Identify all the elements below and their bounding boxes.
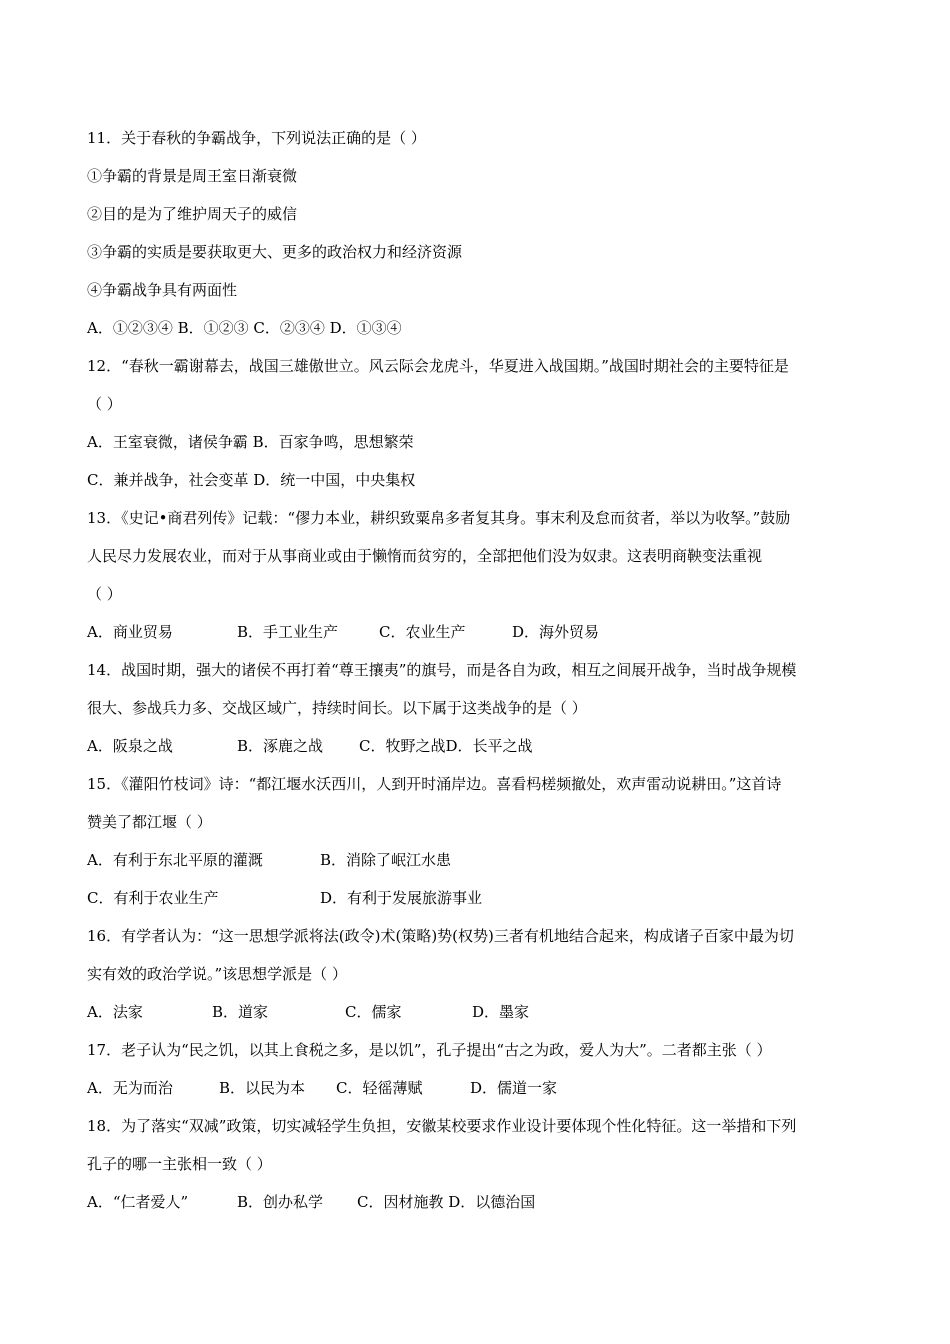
question-16-option-a: A．法家 (87, 1003, 143, 1021)
question-13-option-d: D．海外贸易 (512, 623, 600, 641)
question-page (87, 119, 877, 1221)
question-11-options: A．①②③④ B．①②③ C．②③④ D．①③④ (87, 319, 402, 337)
question-15-stem-line-1: 15．《灌阳竹枝词》诗：“都江堰水沃西川，人到开时涌岸边。喜看杩槎频撤处，欢声雷动说耕田。”这首诗 (87, 775, 782, 793)
question-16-option-d: D．墨家 (472, 1003, 530, 1021)
question-16-stem-line-2: 实有效的政治学说。”该思想学派是（ ） (87, 965, 347, 983)
question-12-stem-line-2: （ ） (87, 395, 122, 413)
question-13-stem-line-1: 13．《史记•商君列传》记载：“僇力本业，耕织致粟帛多者复其身。事末利及怠而贫者，举以为收孥。”鼓励 (87, 509, 791, 527)
question-13-option-c: C．农业生产 (379, 623, 466, 641)
question-12-stem-line-1: 12．“春秋一霸谢幕去，战国三雄傲世立。风云际会龙虎斗，华夏进入战国期。”战国时期社会的主要特征是 (87, 357, 789, 375)
question-13-options (87, 613, 877, 651)
question-17-option-a: A．无为而治 (87, 1079, 173, 1097)
question-13-option-b: B．手工业生产 (237, 623, 339, 641)
question-11-item-2: ②目的是为了维护周天子的威信 (87, 205, 298, 223)
question-11-stem: 11．关于春秋的争霸战争，下列说法正确的是（ ） (87, 129, 426, 147)
question-12-options-line-1: A．王室衰微，诸侯争霸 B．百家争鸣，思想繁荣 (87, 433, 414, 451)
question-14-option-cd: C．牧野之战D．长平之战 (359, 737, 533, 755)
question-17-stem: 17．老子认为“民之饥，以其上食税之多，是以饥”，孔子提出“古之为政，爱人为大”。二者都主张（ ） (87, 1041, 772, 1059)
question-18-stem-line-2: 孔子的哪一主张相一致（ ） (87, 1155, 272, 1173)
question-15-stem-line-2: 赞美了都江堰（ ） (87, 813, 212, 831)
question-16-stem-line-1: 16．有学者认为：“这一思想学派将法(政令)术(策略)势(权势)三者有机地结合起来，构成诸子百家中最为切 (87, 927, 794, 945)
question-11-item-4: ④争霸战争具有两面性 (87, 281, 238, 299)
question-17-option-b: B．以民为本 (219, 1079, 306, 1097)
question-11-item-1: ①争霸的背景是周王室日渐衰微 (87, 167, 298, 185)
question-17-option-c: C．轻徭薄赋 (336, 1079, 423, 1097)
question-17-option-d: D．儒道一家 (470, 1079, 558, 1097)
question-12-options-line-2: C．兼并战争，社会变革 D．统一中国，中央集权 (87, 471, 416, 489)
question-18-option-cd: C．因材施教 D．以德治国 (357, 1193, 536, 1211)
question-15-option-d: D．有利于发展旅游事业 (320, 889, 483, 907)
question-18-options (87, 1183, 877, 1221)
question-16-options (87, 993, 877, 1031)
question-18-option-a: A．“仁者爱人” (87, 1193, 189, 1211)
question-14-options (87, 727, 877, 765)
question-18-option-b: B．创办私学 (237, 1193, 324, 1211)
question-15-options-line-1 (87, 841, 877, 879)
question-15-option-b: B．消除了岷江水患 (320, 851, 452, 869)
question-11-item-3: ③争霸的实质是要获取更大、更多的政治权力和经济资源 (87, 243, 463, 261)
question-17-options (87, 1069, 877, 1107)
question-13-stem-line-2: 人民尽力发展农业，而对于从事商业或由于懒惰而贫穷的，全部把他们没为奴隶。这表明商鞅变法重视 (87, 547, 763, 565)
question-14-option-b: B．涿鹿之战 (237, 737, 324, 755)
question-13-option-a: A．商业贸易 (87, 623, 173, 641)
question-15-option-a: A．有利于东北平原的灌溉 (87, 851, 263, 869)
question-15-options-line-2 (87, 879, 877, 917)
question-16-option-b: B．道家 (212, 1003, 269, 1021)
question-15-option-c: C．有利于农业生产 (87, 889, 219, 907)
question-13-stem-line-3: （ ） (87, 585, 122, 603)
question-14-option-a: A．阪泉之战 (87, 737, 173, 755)
question-16-option-c: C．儒家 (345, 1003, 402, 1021)
question-14-stem-line-1: 14．战国时期，强大的诸侯不再打着“尊王攘夷”的旗号，而是各自为政，相互之间展开战争，当时战争规模 (87, 661, 797, 679)
question-14-stem-line-2: 很大、参战兵力多、交战区域广，持续时间长。以下属于这类战争的是（ ） (87, 699, 587, 717)
question-18-stem-line-1: 18．为了落实“双减”政策，切实减轻学生负担，安徽某校要求作业设计要体现个性化特征。这一举措和下列 (87, 1117, 797, 1135)
